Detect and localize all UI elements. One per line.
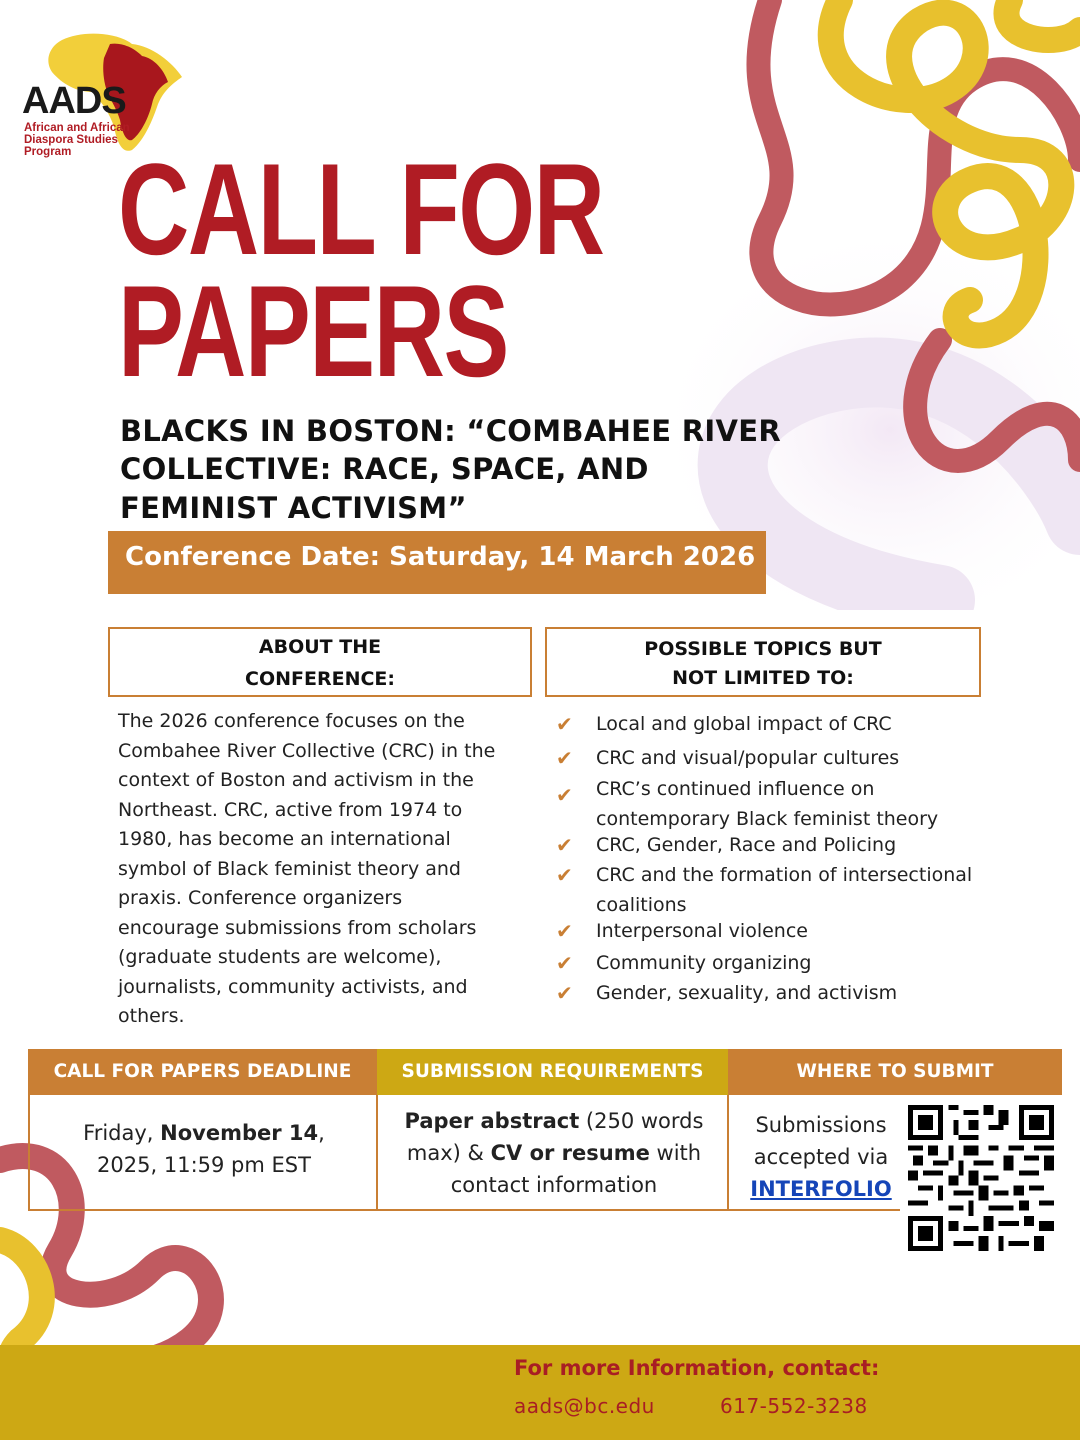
contact-phone[interactable]: 617-552-3238: [720, 1394, 868, 1418]
submit-text: accepted via: [753, 1145, 889, 1169]
logo-subtitle-line: African and African: [24, 122, 130, 134]
requirement-cv: CV or resume: [490, 1141, 650, 1165]
requirement-text: max) &: [406, 1141, 491, 1165]
about-heading-box: [108, 627, 532, 697]
checkmark-icon: ✔: [556, 783, 573, 807]
headline-line: PAPERS: [118, 258, 508, 404]
checkmark-icon: ✔: [556, 712, 573, 736]
topics-heading-line: NOT LIMITED TO:: [672, 667, 854, 689]
headline: [118, 136, 604, 404]
topic-text: Local and global impact of CRC: [596, 713, 892, 735]
checkmark-icon: ✔: [556, 919, 573, 943]
topics-heading-line: POSSIBLE TOPICS BUT: [644, 638, 882, 660]
about-line: journalists, community activists, and: [118, 975, 468, 998]
checkmark-icon: ✔: [556, 833, 573, 857]
about-heading-line: ABOUT THE: [258, 636, 382, 658]
checkmark-icon: ✔: [556, 981, 573, 1005]
subtitle-line: COLLECTIVE: RACE, SPACE, AND: [120, 452, 649, 486]
subtitle-line: FEMINIST ACTIVISM”: [120, 491, 467, 525]
conference-date-banner: [108, 531, 766, 594]
interfolio-link[interactable]: INTERFOLIO: [750, 1177, 892, 1201]
topic-text: CRC and the formation of intersectional coalitions: [596, 864, 973, 916]
headline-line: CALL FOR: [118, 136, 604, 282]
about-line: (graduate students are welcome),: [118, 946, 442, 968]
qr-code[interactable]: [908, 1105, 1054, 1251]
about-heading-line: CONFERENCE:: [245, 668, 395, 690]
deadline-header: CALL FOR PAPERS DEADLINE: [28, 1049, 377, 1095]
topic-text: Community organizing: [596, 952, 812, 974]
deadline-cell: [40, 1117, 368, 1181]
checkmark-icon: ✔: [556, 746, 573, 770]
about-line: praxis. Conference organizers: [118, 887, 403, 909]
topics-heading-box: [545, 627, 981, 697]
about-line: symbol of Black feminist theory and: [118, 857, 461, 880]
topic-text: Gender, sexuality, and activism: [596, 982, 898, 1004]
requirements-cell: [392, 1105, 716, 1201]
topic-text: CRC’s continued influence on contemporary Black feminist theory: [596, 778, 939, 830]
topic-text: CRC and visual/popular cultures: [596, 747, 900, 769]
topic-text: Interpersonal violence: [596, 920, 808, 942]
about-paragraph: [118, 707, 518, 1032]
deadline-day: Friday,: [83, 1121, 161, 1145]
logo-acronym: AADS: [22, 80, 126, 122]
deadline-time: 2025, 11:59 pm EST: [97, 1153, 311, 1177]
about-line: others.: [118, 1005, 185, 1027]
table-divider: [376, 1095, 378, 1211]
requirement-abstract: Paper abstract: [404, 1109, 580, 1133]
topic-text: CRC, Gender, Race and Policing: [596, 834, 897, 856]
requirement-text: (250 words: [579, 1109, 704, 1133]
deadline-comma: ,: [318, 1121, 325, 1145]
checkmark-icon: ✔: [556, 863, 573, 887]
requirements-header: SUBMISSION REQUIREMENTS: [377, 1049, 728, 1095]
where-to-submit-header: WHERE TO SUBMIT: [728, 1049, 1062, 1095]
checkmark-icon: ✔: [556, 951, 573, 975]
decorative-swirl-top: [640, 0, 1080, 610]
submit-cell: [738, 1109, 904, 1205]
about-line: context of Boston and activism in the: [118, 769, 474, 791]
subtitle-line: BLACKS IN BOSTON: “COMBAHEE RIVER: [120, 414, 781, 448]
about-line: Northeast. CRC, active from 1974 to: [118, 798, 463, 821]
about-line: The 2026 conference focuses on the: [118, 710, 465, 732]
requirement-text: contact information: [450, 1173, 658, 1197]
about-line: Combahee River Collective (CRC) in the: [118, 739, 496, 762]
about-line: 1980, has become an international: [118, 828, 451, 850]
table-divider: [727, 1095, 729, 1211]
deadline-date: November 14: [160, 1121, 319, 1145]
about-line: encourage submissions from scholars: [118, 916, 477, 939]
submit-text: Submissions: [755, 1113, 887, 1137]
conference-date: Conference Date: Saturday, 14 March 2026: [125, 542, 756, 572]
requirement-text: with: [649, 1141, 702, 1165]
footer-title: For more Information, contact:: [514, 1356, 880, 1380]
logo-subtitle-line: Diaspora Studies: [24, 134, 118, 146]
logo-subtitle-line: Program: [24, 146, 72, 158]
contact-email[interactable]: aads@bc.edu: [514, 1394, 655, 1418]
